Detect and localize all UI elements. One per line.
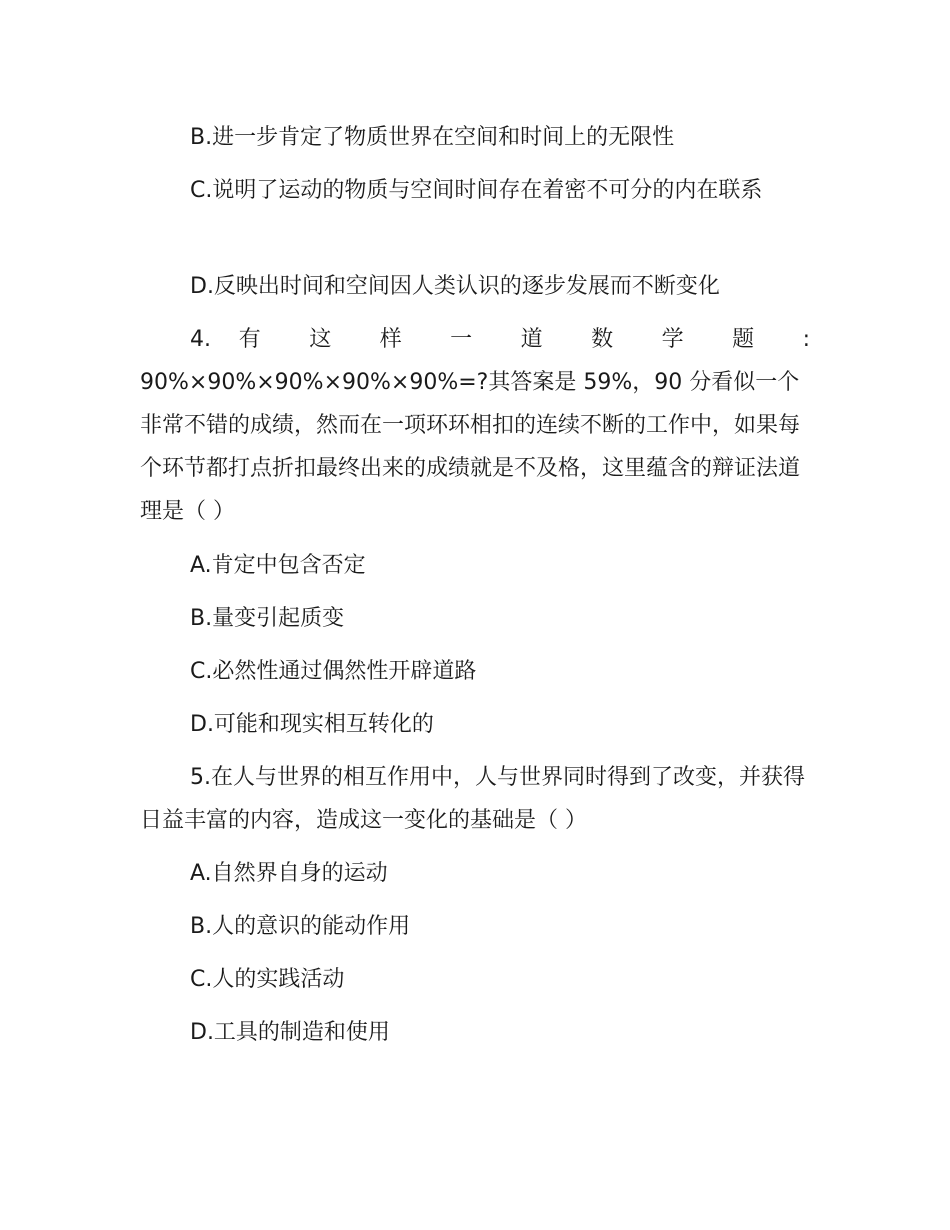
q5-option-d: D.工具的制造和使用 [190, 1020, 390, 1045]
q5-option-a: A.自然界自身的运动 [190, 861, 388, 886]
q4-stem-line1: 4. 有 这 样 一 道 数 学 题 : [190, 327, 810, 352]
q5-option-b: B.人的意识的能动作用 [190, 914, 411, 939]
q3-option-b: B.进一步肯定了物质世界在空间和时间上的无限性 [190, 125, 675, 150]
q4-option-c: C.必然性通过偶然性开辟道路 [190, 659, 477, 684]
q3-option-d: D.反映出时间和空间因人类认识的逐步发展而不断变化 [190, 274, 720, 299]
q4-option-a: A.肯定中包含否定 [190, 553, 366, 578]
q4-option-d: D.可能和现实相互转化的 [190, 712, 434, 737]
q3-option-c: C.说明了运动的物质与空间时间存在着密不可分的内在联系 [190, 178, 763, 203]
q4-stem: 90%×90%×90%×90%×90%=?其答案是 59%，90 分看似一个非常不错的成绩，然而在一项环环相扣的连续不断的工作中，如果每个环节都打点折扣最终出来的成绩就是不及格，这里蕴含的辩证法道理是（ ） [140, 370, 801, 524]
q4-option-b: B.量变引起质变 [190, 606, 345, 631]
q5-option-c: C.人的实践活动 [190, 967, 345, 992]
q5-stem: 5.在人与世界的相互作用中，人与世界同时得到了改变，并获得日益丰富的内容，造成这一变化的基础是（ ） [140, 765, 805, 833]
